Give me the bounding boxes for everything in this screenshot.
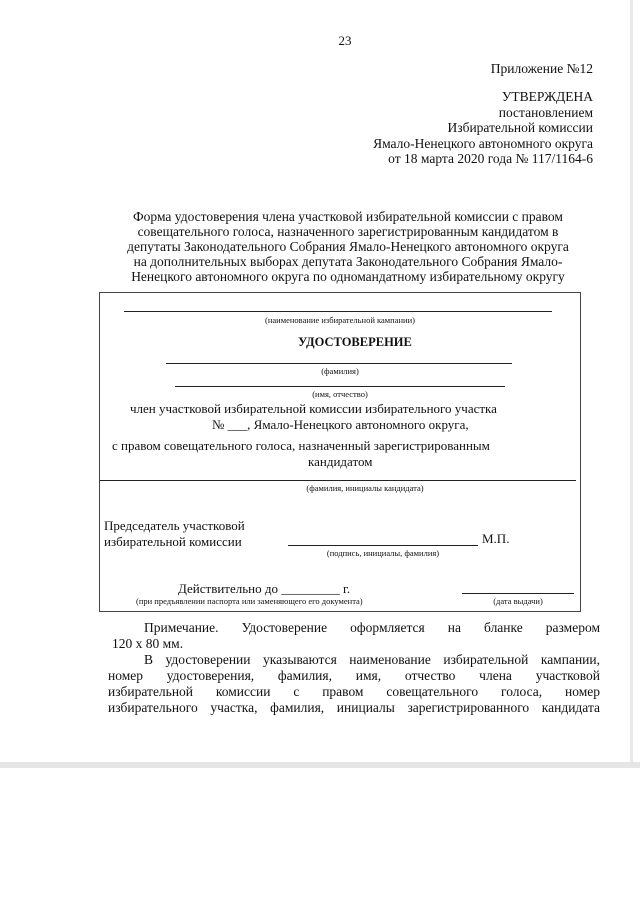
signature-caption: (подпись, инициалы, фамилия) xyxy=(326,548,440,558)
valid-caption: (при предъявлении паспорта или заменяющего его документа) xyxy=(136,596,363,606)
page-bottom-edge xyxy=(0,762,640,768)
approval-block xyxy=(373,89,593,167)
campaign-caption: (наименование избирательной кампании) xyxy=(265,315,415,325)
chairman-label: избирательной комиссии xyxy=(104,534,242,549)
approval-line: постановлением xyxy=(498,104,593,120)
approval-line: Ямало-Ненецкого автономного округа xyxy=(373,135,593,151)
certificate-card xyxy=(99,292,581,612)
surname-line xyxy=(166,363,512,364)
note-section xyxy=(108,620,600,716)
form-title xyxy=(92,209,604,284)
form-title-line: Ненецкого автономного округа по одномандатному избирательному округу xyxy=(131,269,565,284)
vote-text-line: кандидатом xyxy=(308,454,373,469)
approval-line: УТВЕРЖДЕНА xyxy=(501,89,593,104)
note-line: избирательной комиссии с правом совещательного голоса, номер xyxy=(108,684,600,699)
note-line: номер удостоверения, фамилия, имя, отчество члена участковой xyxy=(108,668,600,683)
chairman-label: Председатель участковой xyxy=(104,518,245,533)
approval-line: от 18 марта 2020 года № 117/1164-6 xyxy=(388,151,593,166)
form-title-line: на дополнительных выборах депутата Законодательного Собрания Ямало- xyxy=(133,254,563,269)
form-title-line: Форма удостоверения члена участковой избирательной комиссии с правом xyxy=(133,209,563,224)
note-line: Примечание. Удостоверение оформляется на бланке размером xyxy=(144,620,600,635)
candidate-caption: (фамилия, инициалы кандидата) xyxy=(306,483,424,493)
issue-date-caption: (дата выдачи) xyxy=(493,596,543,606)
note-line: 120 х 80 мм. xyxy=(112,636,184,651)
form-title-line: депутаты Законодательного Собрания Ямало-Ненецкого автономного округа xyxy=(127,239,569,254)
candidate-line xyxy=(100,480,576,481)
stamp-label: М.П. xyxy=(482,531,510,546)
issue-date-line xyxy=(462,593,574,594)
note-paragraph xyxy=(108,620,600,636)
page-number: 23 xyxy=(338,33,352,48)
vote-text-line: с правом совещательного голоса, назначенный зарегистрированным xyxy=(112,438,490,453)
campaign-name-line xyxy=(124,311,552,312)
certificate-title: УДОСТОВЕРЕНИЕ xyxy=(298,335,412,349)
member-text-line: член участковой избирательной комиссии избирательного участка xyxy=(130,401,497,416)
form-title-line: совещательного голоса, назначенного зарегистрированным кандидатом в xyxy=(137,224,559,239)
appendix-label: Приложение №12 xyxy=(490,61,593,76)
member-text-line: № ___, Ямало-Ненецкого автономного округа, xyxy=(212,417,469,432)
approval-line: Избирательной комиссии xyxy=(447,120,593,135)
valid-until-label: Действительно до _________ г. xyxy=(178,581,351,596)
surname-caption: (фамилия) xyxy=(321,366,359,376)
note-line: избирательного участка, фамилия, инициалы зарегистрированного кандидата xyxy=(108,700,600,715)
page-edge xyxy=(630,0,633,762)
name-caption: (имя, отчество) xyxy=(312,389,368,399)
note-line: В удостоверении указываются наименование избирательной кампании, xyxy=(144,652,600,667)
signature-line xyxy=(288,545,478,546)
name-line xyxy=(175,386,505,387)
